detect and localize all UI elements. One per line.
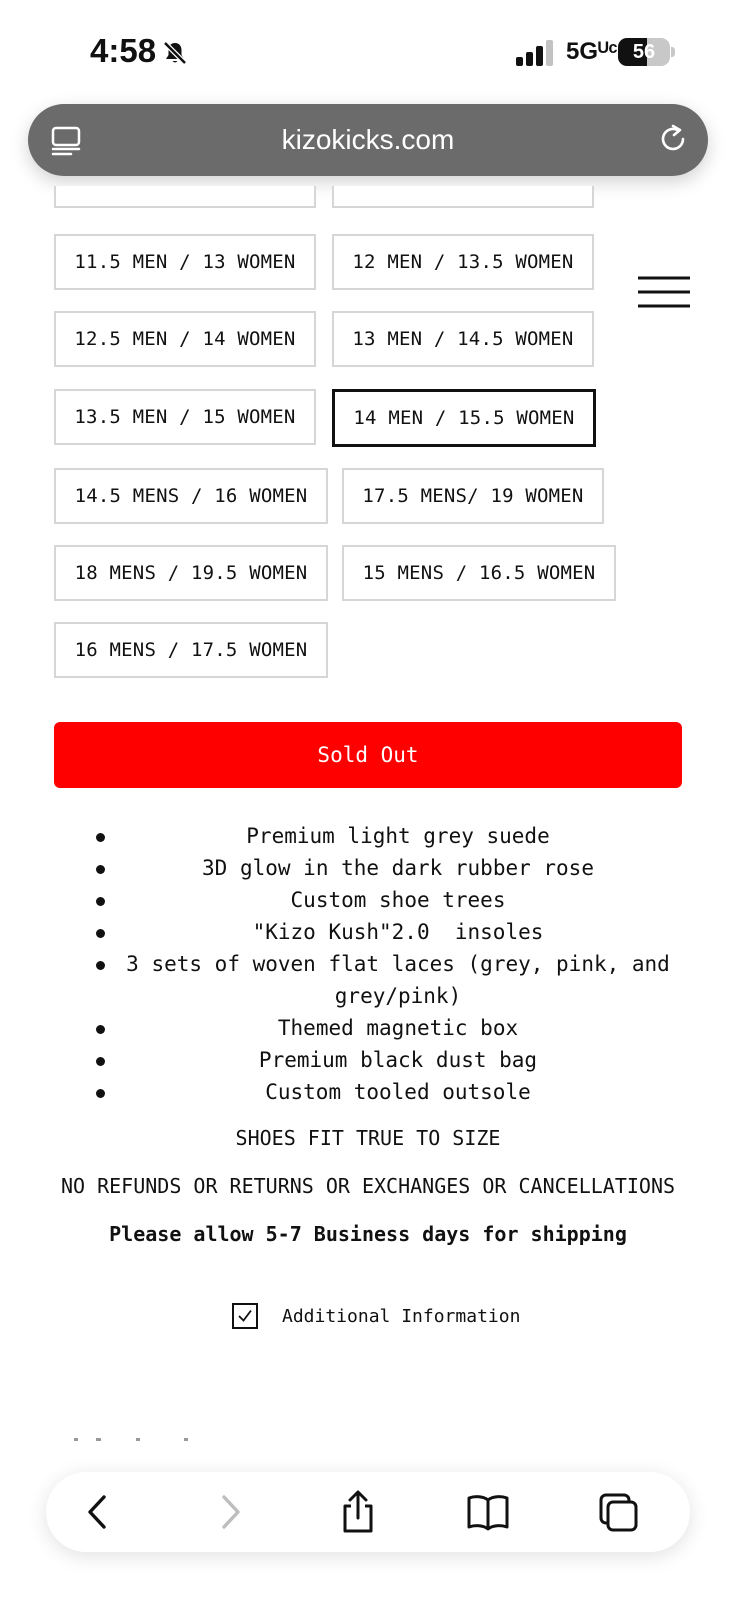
share-button[interactable]	[336, 1490, 380, 1534]
size-option[interactable]: 13.5 MEN / 15 WOMEN	[54, 389, 316, 445]
size-option[interactable]: 11.5 MEN / 13 WOMEN	[54, 234, 316, 290]
size-option-partial[interactable]	[54, 186, 316, 208]
feature-text: 3 sets of woven flat laces (grey, pink, and grey/pink)	[126, 952, 670, 1008]
bullet	[96, 1025, 105, 1034]
cellular-signal-icon	[516, 40, 556, 66]
size-option[interactable]: 16 MENS / 17.5 WOMEN	[54, 622, 328, 678]
size-option[interactable]: 12.5 MEN / 14 WOMEN	[54, 311, 316, 367]
book-icon	[466, 1492, 510, 1532]
feature-item	[94, 852, 674, 884]
policy-note: NO REFUNDS OR RETURNS OR EXCHANGES OR CANCELLATIONS	[60, 1174, 676, 1198]
bullet	[96, 1089, 105, 1098]
feature-item	[94, 1044, 674, 1076]
battery-icon	[618, 38, 670, 66]
feature-text: Custom tooled outsole	[265, 1080, 531, 1104]
feature-item	[94, 1076, 674, 1108]
forward-button[interactable]	[208, 1490, 252, 1534]
bullet	[96, 865, 105, 874]
reload-icon[interactable]	[656, 122, 690, 156]
url-text[interactable]: kizokicks.com	[281, 124, 455, 155]
feature-item	[94, 1012, 674, 1044]
feature-text: Premium light grey suede	[246, 824, 550, 848]
bullet	[96, 961, 105, 970]
bullet	[96, 833, 105, 842]
feature-list	[94, 820, 674, 1108]
size-option[interactable]: 18 MENS / 19.5 WOMEN	[54, 545, 328, 601]
sold-out-button[interactable]: Sold Out	[54, 722, 682, 788]
share-icon	[338, 1490, 378, 1534]
size-option[interactable]: 14.5 MENS / 16 WOMEN	[54, 468, 328, 524]
size-option[interactable]: 12 MEN / 13.5 WOMEN	[332, 234, 594, 290]
chevron-right-icon	[215, 1494, 245, 1530]
feature-item	[94, 948, 674, 1012]
hamburger-menu-icon[interactable]	[636, 275, 692, 309]
battery-tip	[671, 47, 675, 57]
feature-text: Premium black dust bag	[258, 1048, 538, 1072]
additional-info-label[interactable]: Additional Information	[282, 1305, 521, 1327]
feature-item	[94, 820, 674, 852]
bookmarks-button[interactable]	[466, 1490, 510, 1534]
back-button[interactable]	[76, 1490, 120, 1534]
bullet	[96, 1057, 105, 1066]
size-option[interactable]: 15 MENS / 16.5 WOMEN	[342, 545, 616, 601]
chevron-left-icon	[83, 1494, 113, 1530]
shipping-note: Please allow 5-7 Business days for shipping	[109, 1222, 627, 1246]
bullet	[96, 897, 105, 906]
size-option-partial[interactable]	[332, 186, 594, 208]
clipped-text-fragment	[66, 1436, 216, 1446]
battery-percentage: 56	[632, 41, 656, 63]
tabs-button[interactable]	[596, 1490, 640, 1534]
page-menu-icon[interactable]	[50, 124, 82, 156]
feature-item	[94, 916, 674, 948]
address-bar[interactable]	[28, 104, 708, 176]
additional-information-toggle[interactable]	[232, 1300, 520, 1332]
additional-info-checkbox[interactable]	[232, 1303, 258, 1329]
status-time: 4:58	[90, 32, 157, 69]
feature-text: 3D glow in the dark rubber rose	[202, 856, 594, 880]
bullet	[96, 929, 105, 938]
bell-muted-icon	[162, 40, 188, 66]
browser-toolbar	[46, 1472, 690, 1552]
checkmark-icon	[236, 1307, 254, 1325]
feature-text: Themed magnetic box	[277, 1016, 519, 1040]
status-bar	[0, 0, 736, 100]
size-option[interactable]: 17.5 MENS/ 19 WOMEN	[342, 468, 604, 524]
size-option-selected[interactable]: 14 MEN / 15.5 WOMEN	[332, 389, 596, 447]
tabs-icon	[597, 1491, 639, 1533]
fit-note: SHOES FIT TRUE TO SIZE	[235, 1126, 501, 1150]
feature-item	[94, 884, 674, 916]
size-option[interactable]: 13 MEN / 14.5 WOMEN	[332, 311, 594, 367]
feature-text: Custom shoe trees	[290, 888, 506, 912]
network-type: 5Gᵁᶜ	[566, 38, 618, 65]
feature-text: "Kizo Kush"2.0 insoles	[252, 920, 544, 944]
